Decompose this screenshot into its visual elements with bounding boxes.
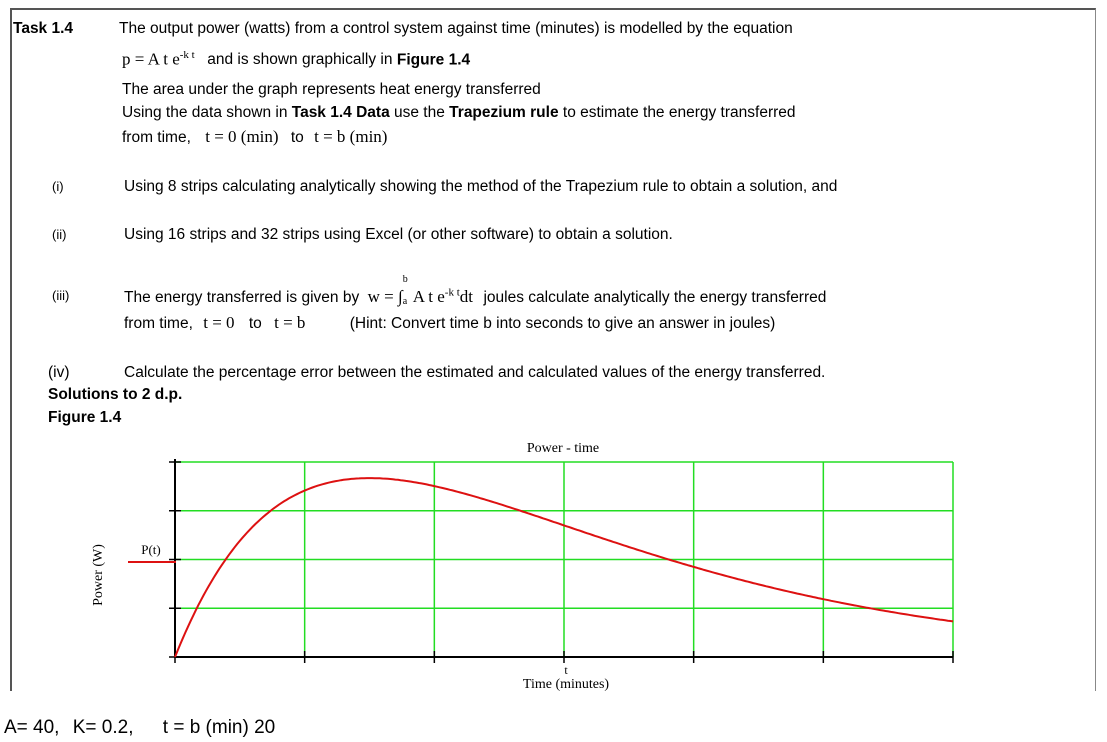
chart-title: Power - time — [526, 441, 600, 456]
data-ref: Task 1.4 Data — [291, 104, 390, 121]
task-label: Task 1.4 — [13, 20, 74, 37]
y-axis-label: Power (W) — [91, 544, 106, 606]
t-end: t = b (min) — [314, 127, 388, 146]
parameters-line — [4, 717, 275, 739]
figure-title: Figure 1.4 — [48, 409, 122, 426]
hint: (Hint: Convert time b into seconds to give an answer in joules) — [349, 315, 776, 332]
item-text-iii: The energy transferred is given by w = ∫ b a A t $e^{-k t}dt$ joules calculate analytically the energy transferred — [124, 274, 827, 307]
integral-lower: a — [402, 296, 408, 307]
equation-suffix: and is shown graphically in — [207, 51, 393, 69]
area-line: The area under the graph represents heat energy transferred — [122, 81, 541, 98]
integral-sign: w = ∫ — [367, 287, 403, 306]
item-text-i: Using 8 strips calculating analytically showing the method of the Trapezium rule to obtain a solution, and — [124, 178, 838, 195]
equation-line — [122, 49, 470, 69]
task-intro: The output power (watts) from a control system against time (minutes) is modelled by the equation — [119, 20, 793, 37]
chart-axes — [169, 459, 953, 663]
integrand: A t e — [412, 287, 445, 306]
t-start: t = 0 (min) — [205, 127, 279, 146]
integrand-exponent: -k t — [444, 286, 460, 299]
param-k: K= 0.2, — [72, 717, 134, 738]
integral-upper: b — [402, 274, 408, 285]
chart-grid — [175, 462, 953, 657]
param-a: A= 40, — [4, 717, 60, 738]
power-time-chart — [0, 430, 1107, 695]
figure-ref: Figure 1.4 — [396, 51, 471, 69]
item-iii-line2: from time, t = 0 to t = b (Hint: Convert time b into seconds to give an answer in joules) — [124, 313, 776, 332]
item-num-i: (i) — [52, 179, 64, 194]
item-text-ii: Using 16 strips and 32 strips using Excel (or other software) to obtain a solution. — [124, 226, 673, 243]
x-axis-label: Time (minutes) — [522, 677, 610, 692]
item-num-iii: (iii) — [52, 288, 70, 303]
equation-exponent: -k t — [179, 49, 195, 61]
item-num-ii: (ii) — [52, 227, 67, 242]
differential: dt — [459, 287, 474, 306]
item-text-iv: Calculate the percentage error between the estimated and calculated values of the energy transferred. — [124, 364, 826, 381]
item-num-iv: (iv) — [48, 364, 70, 381]
from-line: from time, t = 0 (min) to t = b (min) — [122, 127, 388, 146]
using-line: Using the data shown in Task 1.4 Data use the Trapezium rule to estimate the energy transferred — [122, 104, 796, 121]
rule-ref: Trapezium rule — [449, 104, 559, 121]
param-b: t = b (min) 20 — [162, 717, 276, 738]
legend-label: P(t) — [141, 542, 161, 557]
x-axis-var: t — [564, 663, 568, 677]
equation: p = A t e — [122, 49, 180, 69]
solutions-note: Solutions to 2 d.p. — [48, 386, 183, 403]
